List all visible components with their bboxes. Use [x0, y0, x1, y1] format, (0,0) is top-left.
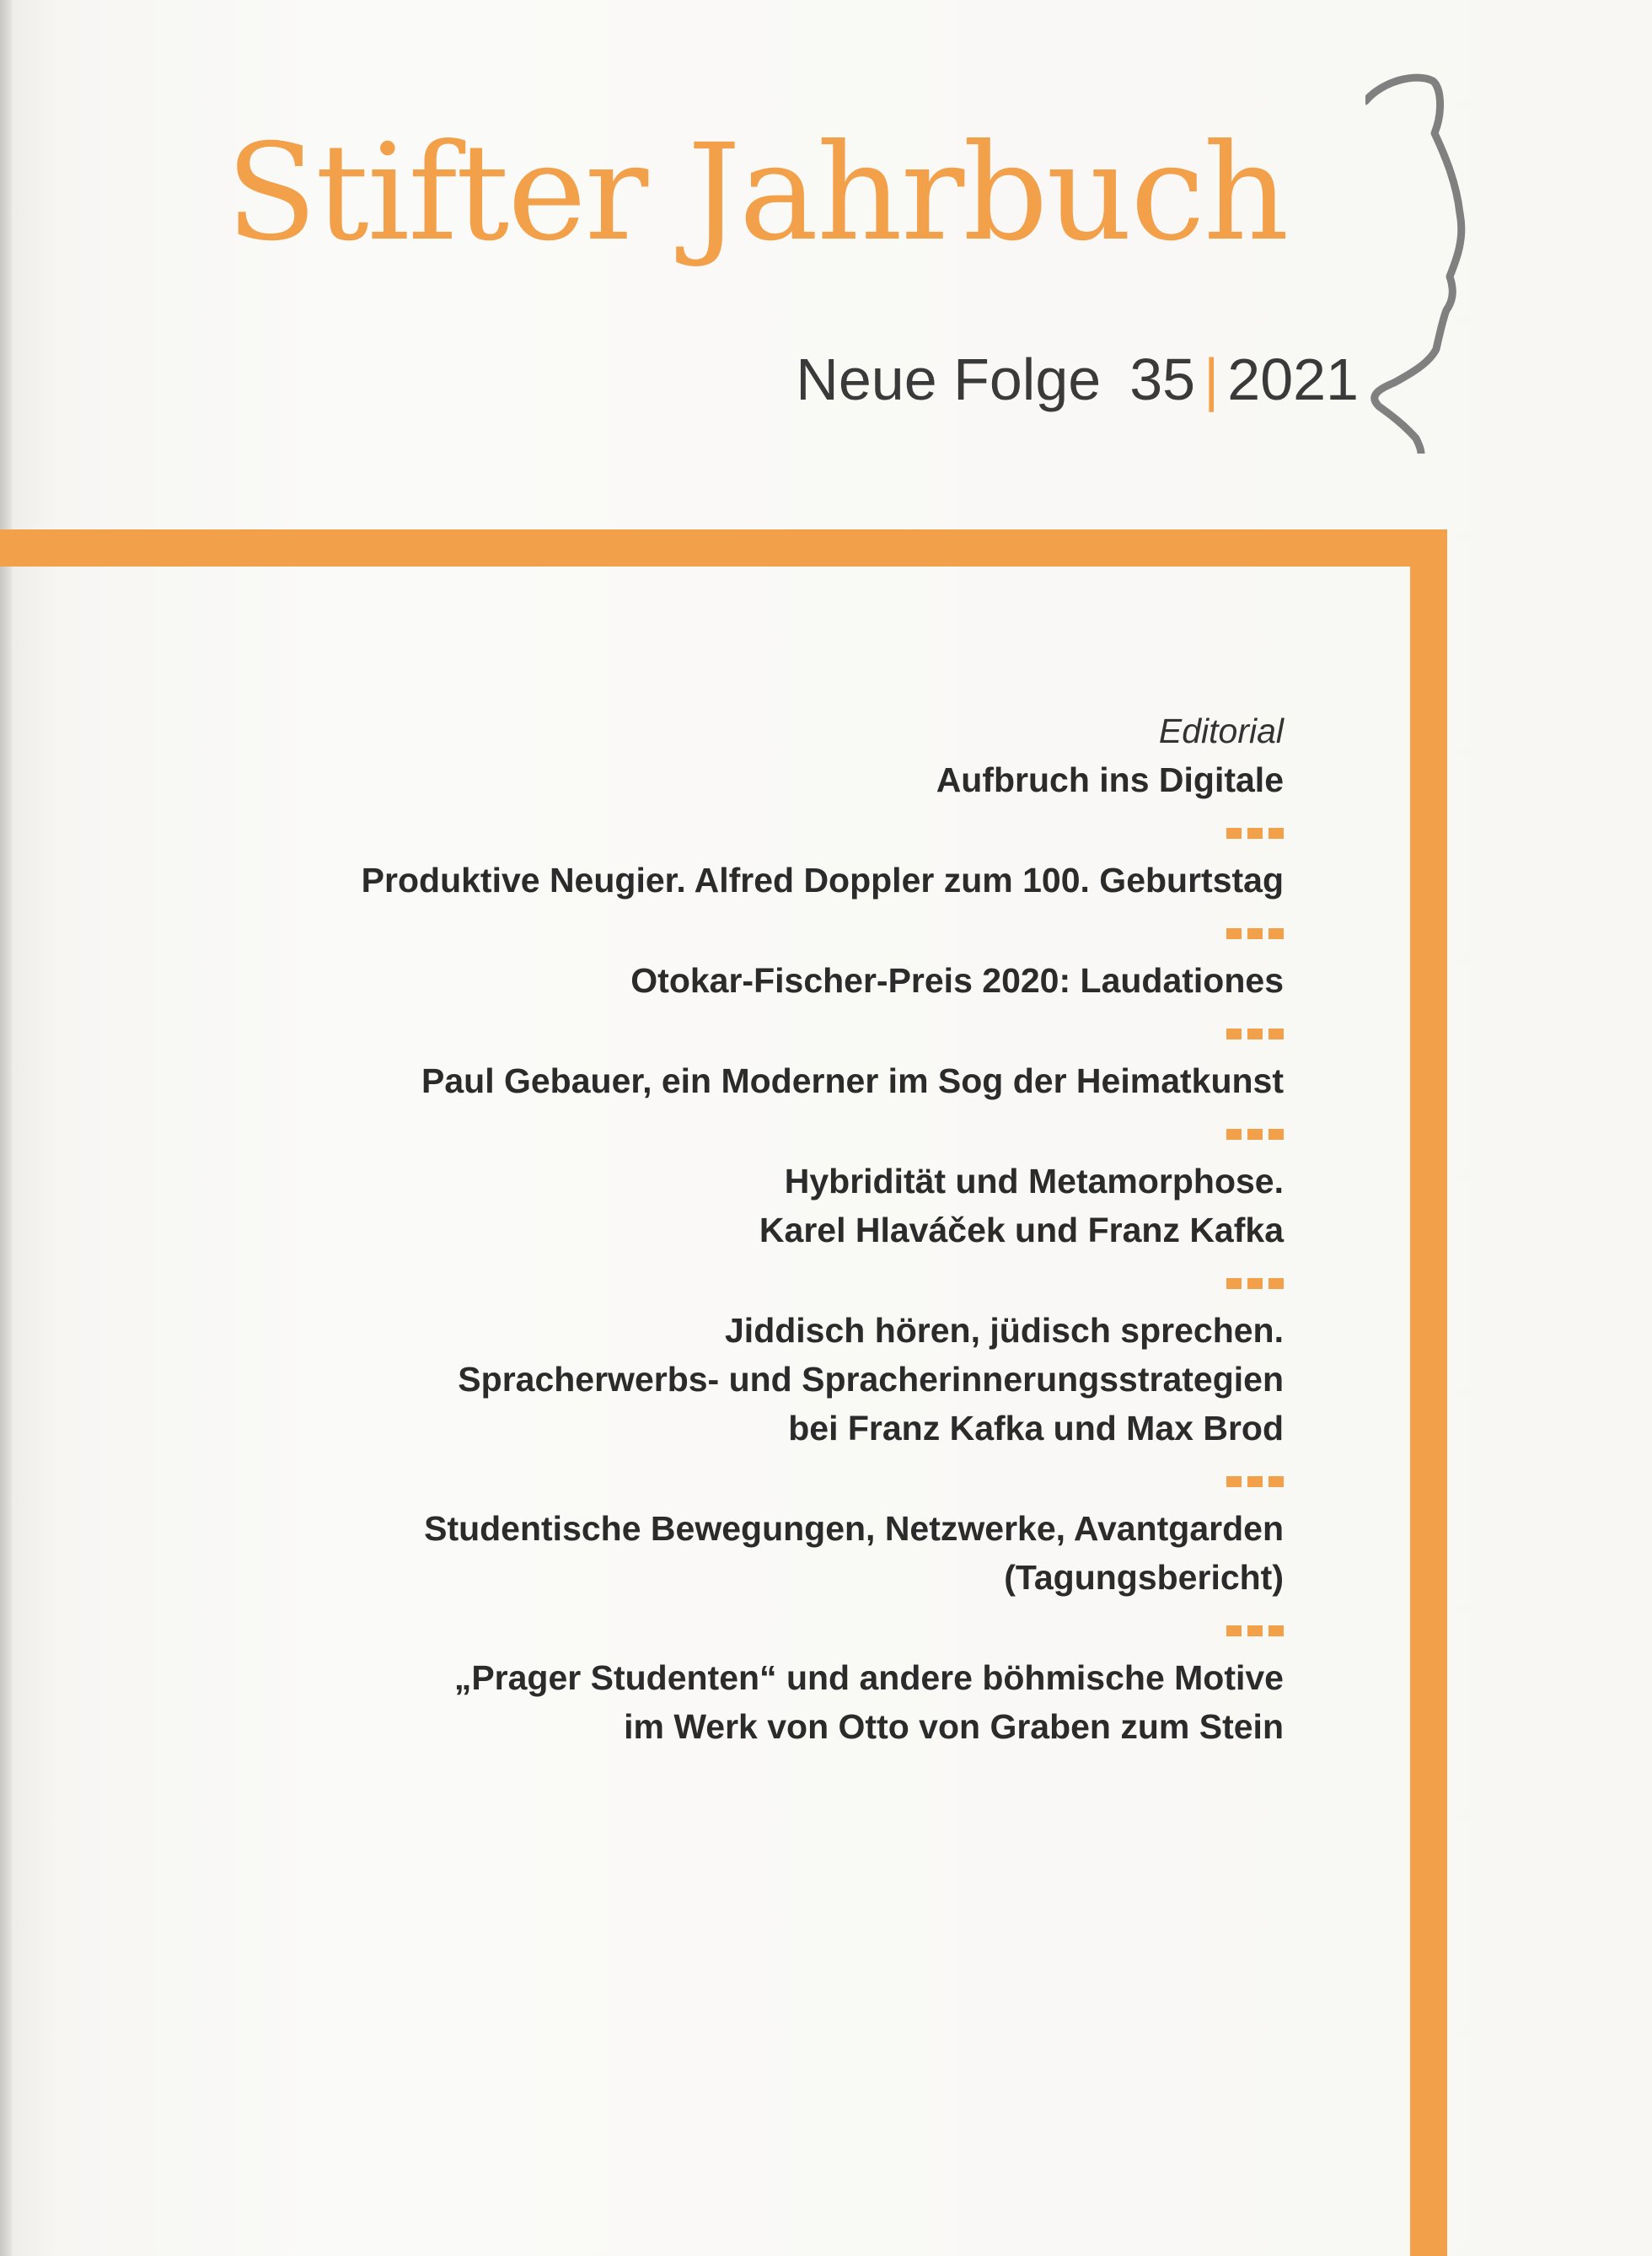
section-divider: [104, 1278, 1284, 1289]
divider-dot: [1226, 1476, 1242, 1487]
contents-entry: [104, 956, 1284, 1005]
section-divider: [104, 928, 1284, 939]
contents-entry: [104, 1504, 1284, 1602]
divider-dot: [1268, 928, 1284, 939]
contents-entry: [104, 706, 1284, 804]
divider-dot: [1226, 1129, 1242, 1140]
divider-dot: [1268, 1476, 1284, 1487]
divider-dot: [1247, 1029, 1263, 1039]
entry-title-line: bei Franz Kafka und Max Brod: [788, 1409, 1284, 1448]
entry-title-line: Spracherwerbs- und Spracherinnerungsstrategien: [458, 1360, 1284, 1399]
contents-entry: [104, 856, 1284, 905]
divider-dot: [1247, 1278, 1263, 1289]
entry-title-line: „Prager Studenten“ und andere böhmische Motive: [453, 1658, 1284, 1697]
profile-silhouette-icon: [1365, 66, 1467, 454]
divider-dot: [1226, 1029, 1242, 1039]
entry-title-line: Aufbruch ins Digitale: [936, 760, 1284, 799]
divider-dot: [1226, 1625, 1242, 1636]
divider-dot: [1247, 1476, 1263, 1487]
entry-title-line: Studentische Bewegungen, Netzwerke, Avantgarden: [424, 1509, 1284, 1548]
divider-dot: [1226, 928, 1242, 939]
frame-top-bar: [0, 529, 1447, 567]
profile-outline: [1365, 78, 1462, 454]
cover-left-edge: [0, 0, 12, 2256]
journal-title: Stifter Jahrbuch: [226, 115, 1288, 271]
entry-title-line: Paul Gebauer, ein Moderner im Sog der Heimatkunst: [421, 1061, 1284, 1100]
divider-dot: [1247, 928, 1263, 939]
divider-dot: [1247, 1625, 1263, 1636]
divider-dot: [1226, 1278, 1242, 1289]
entry-title-line: Produktive Neugier. Alfred Doppler zum 100. Geburtstag: [361, 861, 1284, 900]
divider-dot: [1268, 1129, 1284, 1140]
entry-title-line: Karel Hlaváček und Franz Kafka: [759, 1211, 1284, 1249]
section-divider: [104, 1029, 1284, 1039]
entry-title-line: Hybridität und Metamorphose.: [784, 1162, 1284, 1201]
volume-number: 35: [1129, 346, 1196, 412]
divider-dot: [1268, 1278, 1284, 1289]
volume-line: [796, 346, 1359, 412]
entry-kicker: Editorial: [1158, 712, 1284, 750]
divider-dot: [1247, 1129, 1263, 1140]
section-divider: [104, 828, 1284, 839]
section-divider: [104, 1625, 1284, 1636]
contents-entry: [104, 1306, 1284, 1453]
divider-dot: [1268, 1029, 1284, 1039]
divider-dot: [1268, 828, 1284, 839]
series-label: Neue Folge: [796, 346, 1102, 412]
section-divider: [104, 1129, 1284, 1140]
contents-entry: [104, 1653, 1284, 1751]
entry-title-line: im Werk von Otto von Graben zum Stein: [624, 1707, 1284, 1746]
entry-title-line: Otokar-Fischer-Preis 2020: Laudationes: [630, 961, 1284, 1000]
frame-right-bar: [1410, 529, 1447, 2256]
volume-separator: |: [1204, 346, 1220, 412]
entry-title-line: (Tagungsbericht): [1004, 1558, 1284, 1597]
divider-dot: [1247, 828, 1263, 839]
volume-year: 2021: [1227, 346, 1359, 412]
contents-entry: [104, 1056, 1284, 1105]
entry-title-line: Jiddisch hören, jüdisch sprechen.: [725, 1311, 1284, 1350]
contents-entry: [104, 1157, 1284, 1254]
divider-dot: [1268, 1625, 1284, 1636]
section-divider: [104, 1476, 1284, 1487]
contents-list: [104, 706, 1284, 1751]
divider-dot: [1226, 828, 1242, 839]
